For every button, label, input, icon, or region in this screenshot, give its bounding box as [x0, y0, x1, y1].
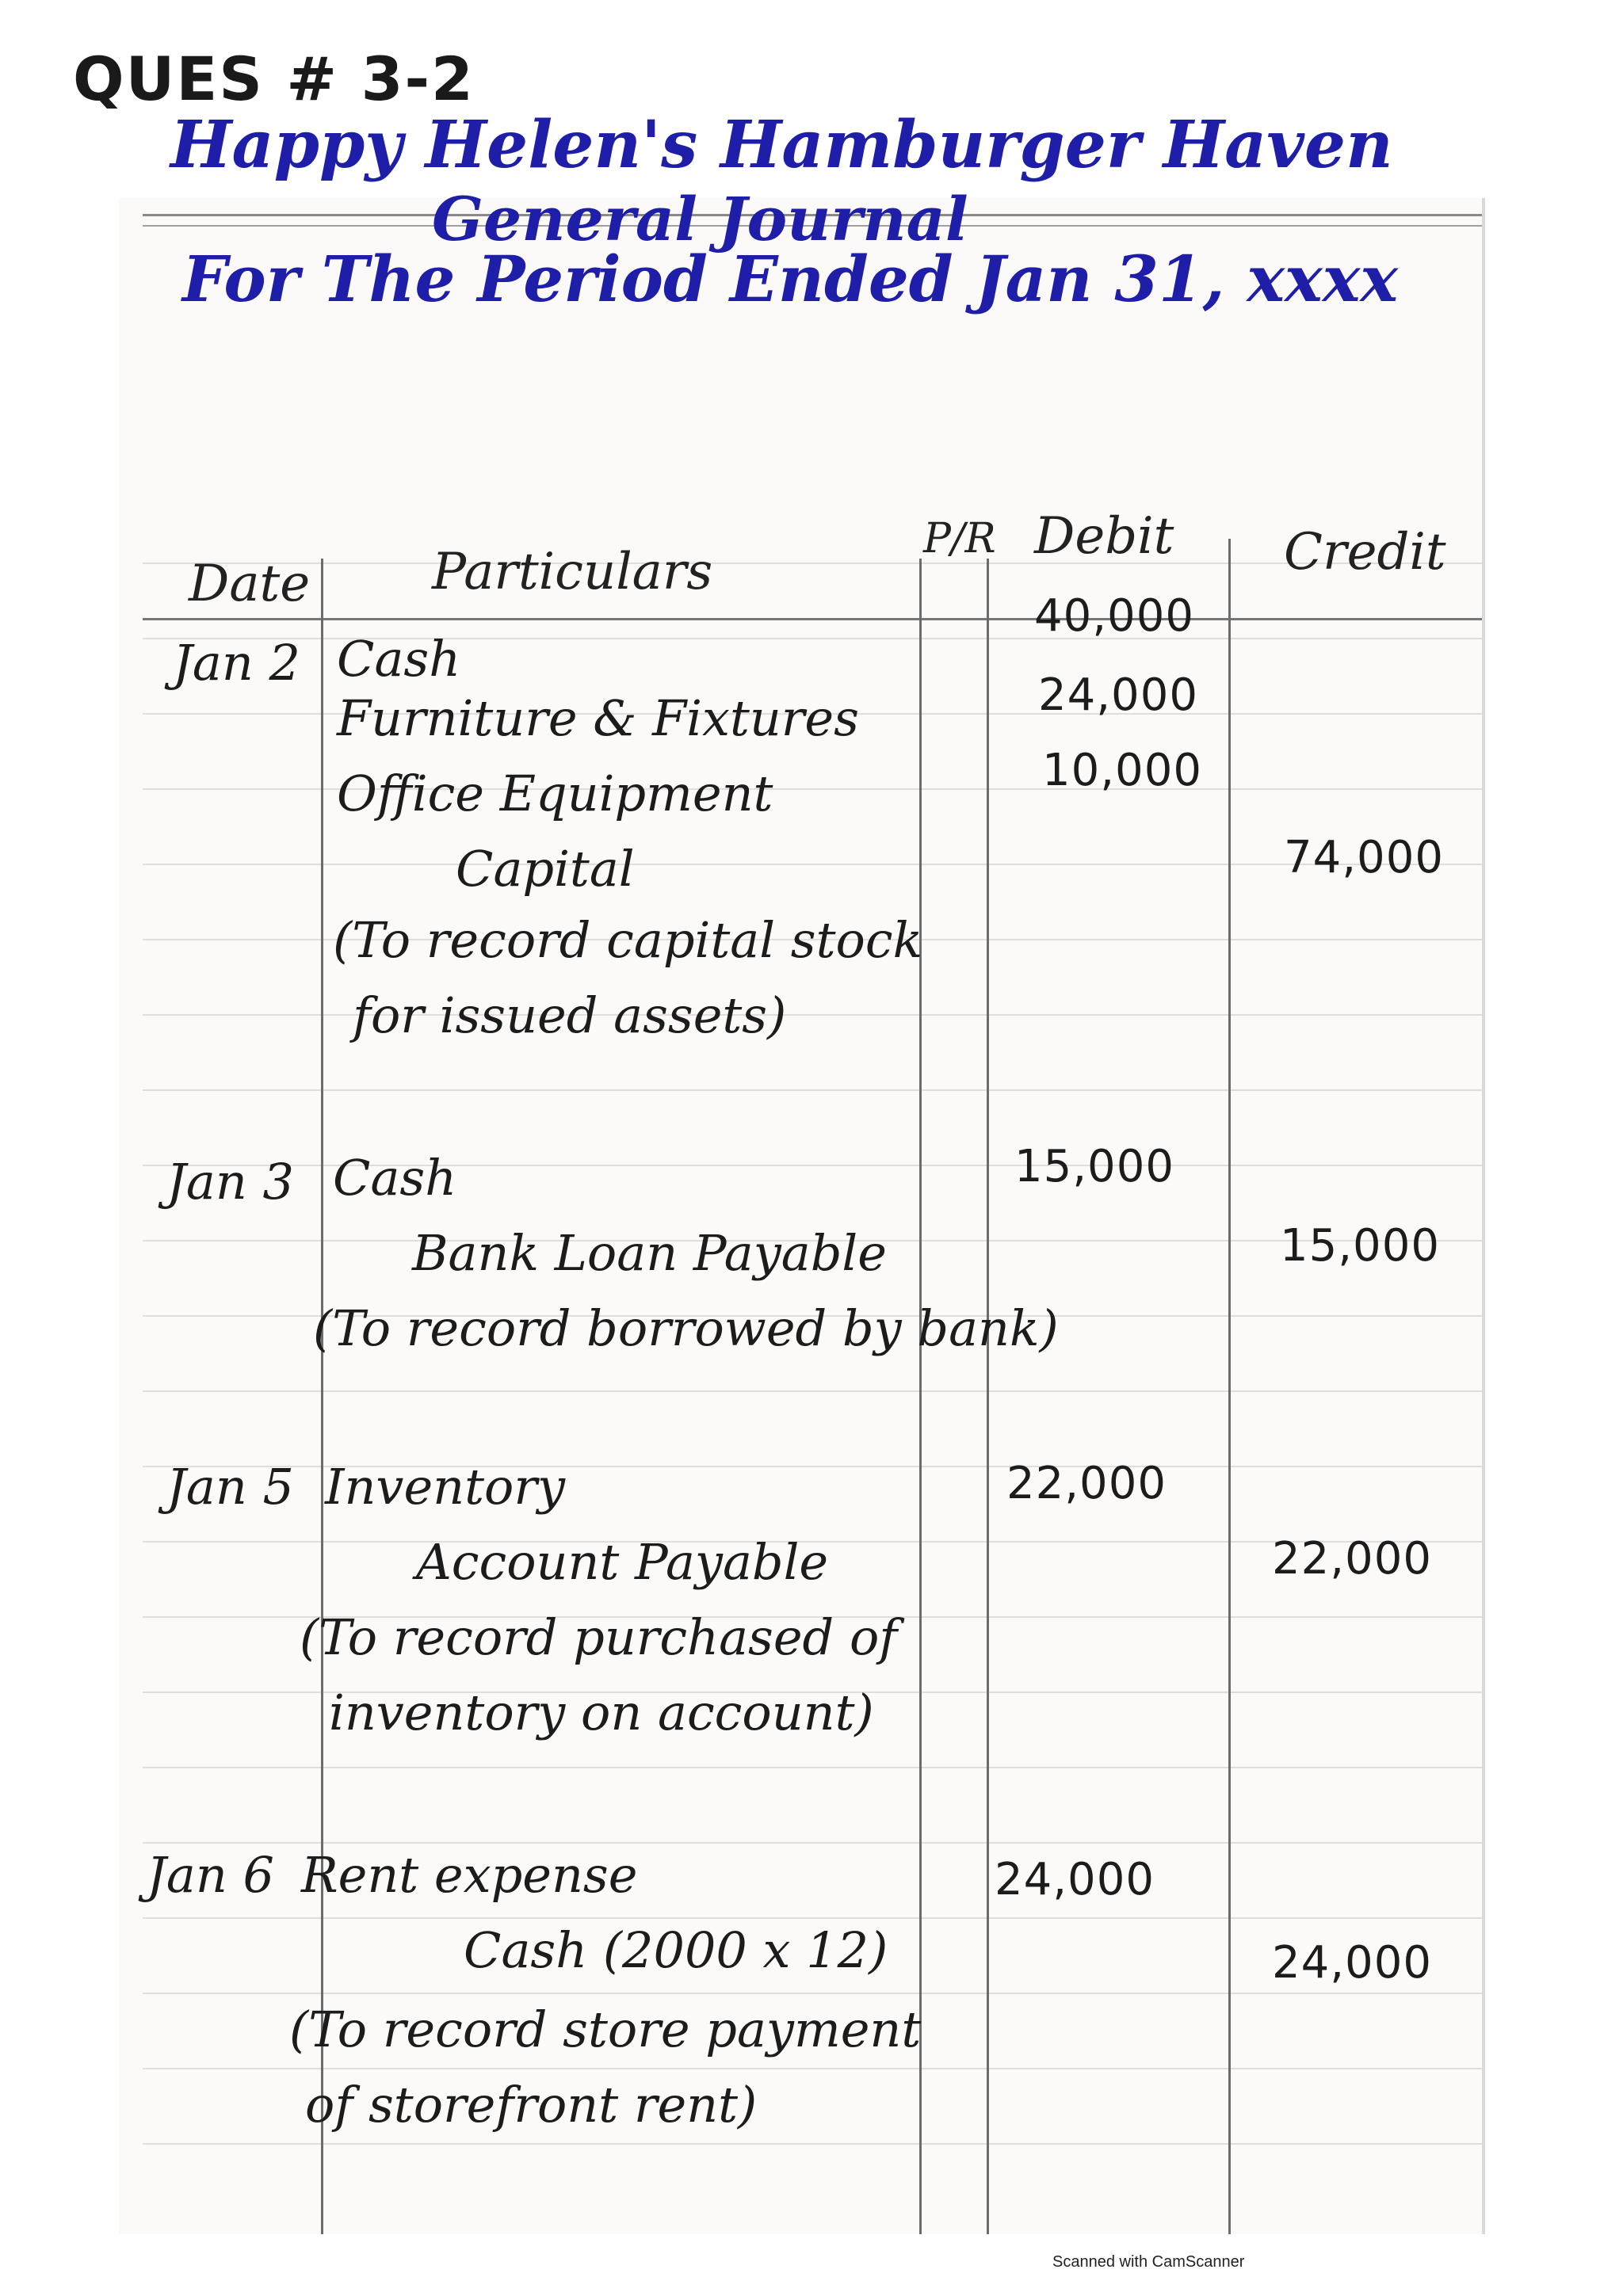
entry-date: Jan 2 [173, 634, 300, 692]
credit-amount: 15,000 [1280, 1220, 1440, 1272]
narration: for issued assets) [353, 986, 787, 1044]
account-debit: Rent expense [301, 1846, 638, 1904]
account-debit: Inventory [325, 1458, 565, 1516]
account-credit: Cash (2000 x 12) [464, 1921, 888, 1979]
ruled-line [143, 2143, 1482, 2145]
column-line-particulars [919, 559, 922, 2234]
account-debit: Cash [333, 1149, 457, 1207]
ruled-line [143, 2068, 1482, 2069]
ruled-line [143, 1993, 1482, 1994]
account-credit: Bank Loan Payable [412, 1224, 887, 1282]
scanner-watermark: Scanned with CamScanner [1052, 2253, 1245, 2271]
narration: (To record purchased of [300, 1608, 898, 1666]
narration: (To record borrowed by bank) [313, 1299, 1059, 1357]
credit-amount: 24,000 [1272, 1937, 1432, 1989]
entry-date: Jan 3 [166, 1153, 294, 1211]
narration: inventory on account) [329, 1684, 874, 1741]
period-title: For The Period Ended Jan 31, xxxx [182, 242, 1399, 316]
column-line-pr [987, 559, 989, 2234]
account-debit: Furniture & Fixtures [337, 689, 859, 747]
header-underline [143, 618, 1482, 620]
account-credit: Account Payable [416, 1533, 829, 1591]
column-header-credit: Credit [1284, 523, 1446, 582]
journal-title: General Journal [432, 184, 968, 254]
narration: (To record store payment [289, 2000, 922, 2058]
account-debit: Office Equipment [337, 765, 773, 822]
column-header-debit: Debit [1034, 507, 1174, 566]
ruled-line [143, 864, 1482, 865]
ruled-line [143, 563, 1482, 564]
debit-amount: 15,000 [1014, 1141, 1174, 1192]
column-line-debit [1228, 539, 1231, 2234]
column-header-particulars: Particulars [432, 543, 713, 601]
company-name: Happy Helen's Hamburger Haven [170, 107, 1393, 183]
column-header-pr: P/R [923, 515, 996, 563]
debit-amount: 24,000 [995, 1854, 1155, 1905]
debit-amount: 24,000 [1038, 669, 1198, 721]
debit-amount: 22,000 [1006, 1458, 1167, 1509]
ruled-line [143, 1767, 1482, 1768]
column-line-date [321, 559, 323, 2234]
credit-amount: 22,000 [1272, 1533, 1432, 1585]
ruled-line [143, 1390, 1482, 1392]
debit-amount: 40,000 [1034, 590, 1194, 642]
narration: (To record capital stock [333, 911, 923, 969]
debit-amount: 10,000 [1042, 745, 1202, 796]
entry-date: Jan 6 [147, 1846, 274, 1904]
question-number: QUES # 3-2 [73, 44, 475, 114]
narration: of storefront rent) [305, 2076, 758, 2134]
entry-date: Jan 5 [166, 1458, 294, 1516]
ruled-line [143, 1917, 1482, 1919]
ruled-line [143, 1842, 1482, 1844]
ruled-line [143, 1089, 1482, 1091]
column-header-date: Date [189, 555, 311, 613]
ruled-line [143, 1014, 1482, 1016]
account-credit: Capital [456, 840, 635, 898]
account-debit: Cash [337, 630, 461, 688]
credit-amount: 74,000 [1284, 832, 1444, 883]
